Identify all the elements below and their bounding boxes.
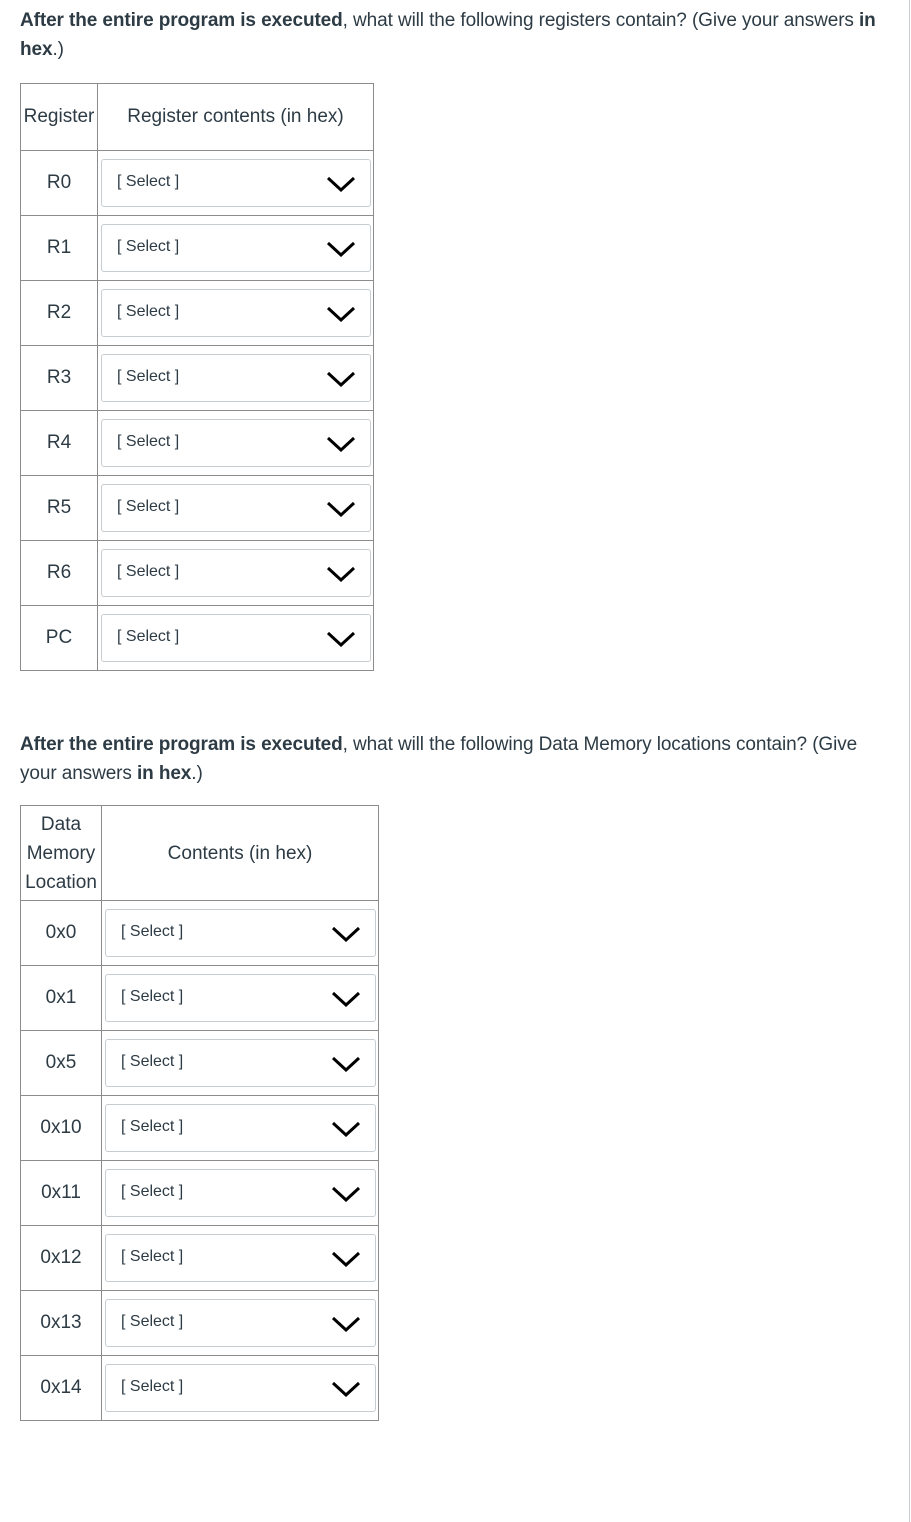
table-row <box>21 1096 379 1161</box>
register-label: R4 <box>21 411 98 476</box>
memory-table <box>20 805 379 1421</box>
register-contents-header: Register contents (in hex) <box>98 84 374 151</box>
table-row <box>21 151 374 216</box>
select-placeholder: [ Select ] <box>117 628 180 645</box>
register-label: R2 <box>21 281 98 346</box>
memory-location-label: 0x10 <box>21 1096 102 1161</box>
register-label: R1 <box>21 216 98 281</box>
select-placeholder: [ Select ] <box>121 1313 184 1330</box>
register-label: R6 <box>21 541 98 606</box>
register-select-dropdown[interactable] <box>101 289 371 337</box>
chevron-down-icon[interactable] <box>326 631 356 647</box>
chevron-down-icon[interactable] <box>326 241 356 257</box>
chevron-down-icon[interactable] <box>326 566 356 582</box>
table-row <box>21 1291 379 1356</box>
memory-location-select-dropdown[interactable] <box>105 1104 376 1152</box>
chevron-down-icon[interactable] <box>326 306 356 322</box>
select-placeholder: [ Select ] <box>121 988 184 1005</box>
chevron-down-icon[interactable] <box>326 176 356 192</box>
register-select-cell <box>98 411 374 476</box>
table-row <box>21 346 374 411</box>
register-select-cell <box>98 541 374 606</box>
register-header: Register <box>21 84 98 151</box>
memory-location-select-dropdown[interactable] <box>105 1299 376 1347</box>
page-right-border <box>909 0 910 1522</box>
memory-contents-header: Contents (in hex) <box>102 806 379 901</box>
memory-location-label: 0x14 <box>21 1356 102 1421</box>
table-row <box>21 216 374 281</box>
registers-question <box>20 6 890 64</box>
select-placeholder: [ Select ] <box>121 923 184 940</box>
register-select-cell <box>98 151 374 216</box>
register-select-dropdown[interactable] <box>101 159 371 207</box>
table-row <box>21 966 379 1031</box>
select-placeholder: [ Select ] <box>117 173 180 190</box>
table-row <box>21 1226 379 1291</box>
select-placeholder: [ Select ] <box>117 238 180 255</box>
memory-location-select-cell <box>102 1356 379 1421</box>
register-select-cell <box>98 216 374 281</box>
register-select-dropdown[interactable] <box>101 354 371 402</box>
memory-location-select-dropdown[interactable] <box>105 909 376 957</box>
memory-location-select-dropdown[interactable] <box>105 1169 376 1217</box>
register-select-dropdown[interactable] <box>101 484 371 532</box>
select-placeholder: [ Select ] <box>117 368 180 385</box>
memory-location-select-cell <box>102 901 379 966</box>
question-text: , what will the following registers contain? (Give your answers <box>342 10 859 31</box>
question-bold-lead: After the entire program is executed <box>20 10 343 31</box>
memory-location-label: 0x0 <box>21 901 102 966</box>
table-row <box>21 1031 379 1096</box>
memory-location-select-cell <box>102 1161 379 1226</box>
register-label: R3 <box>21 346 98 411</box>
chevron-down-icon[interactable] <box>331 1056 361 1072</box>
memory-location-select-dropdown[interactable] <box>105 1364 376 1412</box>
memory-location-select-dropdown[interactable] <box>105 974 376 1022</box>
table-row <box>21 901 379 966</box>
registers-table <box>20 83 374 671</box>
select-placeholder: [ Select ] <box>121 1118 184 1135</box>
memory-location-label: 0x12 <box>21 1226 102 1291</box>
register-select-cell <box>98 281 374 346</box>
register-label: PC <box>21 606 98 671</box>
select-placeholder: [ Select ] <box>121 1053 184 1070</box>
table-row <box>21 476 374 541</box>
registers-table-body <box>21 151 374 671</box>
chevron-down-icon[interactable] <box>331 1316 361 1332</box>
table-row <box>21 606 374 671</box>
chevron-down-icon[interactable] <box>331 1251 361 1267</box>
chevron-down-icon[interactable] <box>331 926 361 942</box>
question-bold-lead: After the entire program is executed <box>20 734 343 755</box>
chevron-down-icon[interactable] <box>331 991 361 1007</box>
register-select-dropdown[interactable] <box>101 549 371 597</box>
memory-location-label: 0x1 <box>21 966 102 1031</box>
question-text: , what will the following Data Memory locations contain? (Give your answers <box>20 734 858 784</box>
table-row <box>21 541 374 606</box>
table-row <box>21 281 374 346</box>
select-placeholder: [ Select ] <box>117 433 180 450</box>
memory-question <box>20 730 890 788</box>
memory-location-select-dropdown[interactable] <box>105 1039 376 1087</box>
question-bold-tail: in hex <box>20 10 876 60</box>
select-placeholder: [ Select ] <box>117 303 180 320</box>
select-placeholder: [ Select ] <box>121 1183 184 1200</box>
chevron-down-icon[interactable] <box>326 436 356 452</box>
chevron-down-icon[interactable] <box>331 1381 361 1397</box>
memory-location-label: 0x5 <box>21 1031 102 1096</box>
memory-location-label: 0x11 <box>21 1161 102 1226</box>
register-select-dropdown[interactable] <box>101 419 371 467</box>
memory-location-select-cell <box>102 1096 379 1161</box>
memory-location-select-cell <box>102 966 379 1031</box>
register-select-dropdown[interactable] <box>101 614 371 662</box>
memory-table-body <box>21 901 379 1421</box>
register-label: R0 <box>21 151 98 216</box>
register-select-dropdown[interactable] <box>101 224 371 272</box>
memory-location-select-cell <box>102 1226 379 1291</box>
select-placeholder: [ Select ] <box>121 1378 184 1395</box>
table-row <box>21 1356 379 1421</box>
table-row <box>21 1161 379 1226</box>
register-select-cell <box>98 476 374 541</box>
memory-location-select-cell <box>102 1031 379 1096</box>
select-placeholder: [ Select ] <box>117 498 180 515</box>
chevron-down-icon[interactable] <box>331 1186 361 1202</box>
chevron-down-icon[interactable] <box>326 501 356 517</box>
chevron-down-icon[interactable] <box>331 1121 361 1137</box>
select-placeholder: [ Select ] <box>117 563 180 580</box>
memory-location-select-cell <box>102 1291 379 1356</box>
memory-location-select-dropdown[interactable] <box>105 1234 376 1282</box>
select-placeholder: [ Select ] <box>121 1248 184 1265</box>
register-select-cell <box>98 606 374 671</box>
question-end: .) <box>191 763 203 784</box>
table-row <box>21 411 374 476</box>
chevron-down-icon[interactable] <box>326 371 356 387</box>
register-label: R5 <box>21 476 98 541</box>
memory-location-header: Data Memory Location <box>21 806 102 901</box>
question-end: .) <box>52 39 64 60</box>
memory-location-label: 0x13 <box>21 1291 102 1356</box>
register-select-cell <box>98 346 374 411</box>
question-bold-tail: in hex <box>136 763 192 784</box>
